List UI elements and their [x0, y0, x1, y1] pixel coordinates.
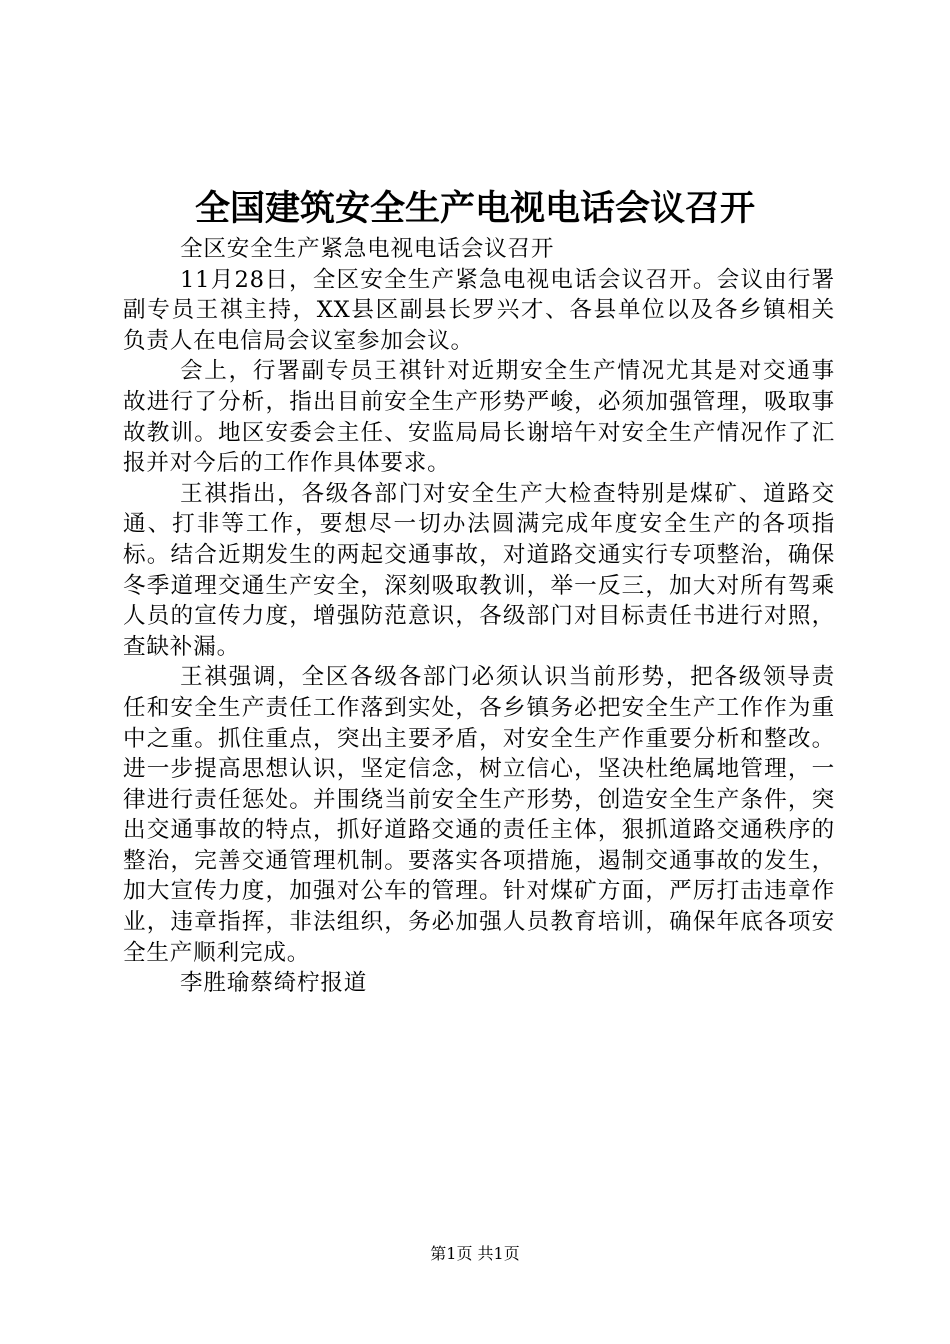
body-paragraph-4: 王祺强调，全区各级各部门必须认识当前形势，把各级领导责任和安全生产责任工作落到实处，各乡镇务必把安全生产工作作为重中之重。抓住重点，突出主要矛盾，对安全生产作重要分析和整改。进一步提高思想认识，坚定信念，树立信心，坚决杜绝属地管理，一律进行责任惩处。并围绕当前安全生产形势，创造安全生产条件，突出交通事故的特点，抓好道路交通的责任主体，狠抓道路交通秩序的整治，完善交通管理机制。要落实各项措施，遏制交通事故的发生，加大宣传力度，加强对公车的管理。针对煤矿方面，严厉打击违章作业，违章指挥，非法组织，务必加强人员教育培训，确保年底各项安全生产顺利完成。 — [123, 664, 835, 966]
document-body — [123, 234, 835, 999]
page-number-footer: 第1页 共1页 — [430, 1244, 520, 1263]
body-paragraph-2: 会上，行署副专员王祺针对近期安全生产情况尤其是对交通事故进行了分析，指出目前安全生产形势严峻，必须加强管理，吸取事故教训。地区安委会主任、安监局局长谢培午对安全生产情况作了汇报并对今后的工作作具体要求。 — [123, 358, 835, 477]
byline-paragraph: 李胜瑜蔡绮柠报道 — [180, 970, 368, 997]
document-title: 全国建筑安全生产电视电话会议召开 — [194, 188, 755, 229]
subtitle-paragraph: 全区安全生产紧急电视电话会议召开 — [180, 236, 555, 262]
body-paragraph-3: 王祺指出，各级各部门对安全生产大检查特别是煤矿、道路交通、打非等工作，要想尽一切办法圆满完成年度安全生产的各项指标。结合近期发生的两起交通事故，对道路交通实行专项整治，确保冬季道理交通生产安全，深刻吸取教训，举一反三，加大对所有驾乘人员的宣传力度，增强防范意识，各级部门对目标责任书进行对照，查缺补漏。 — [123, 480, 835, 660]
body-paragraph-1: 11月28日，全区安全生产紧急电视电话会议召开。会议由行署副专员王祺主持，XX县区副县长罗兴才、各县单位以及各乡镇相关负责人在电信局会议室参加会议。 — [123, 266, 835, 354]
